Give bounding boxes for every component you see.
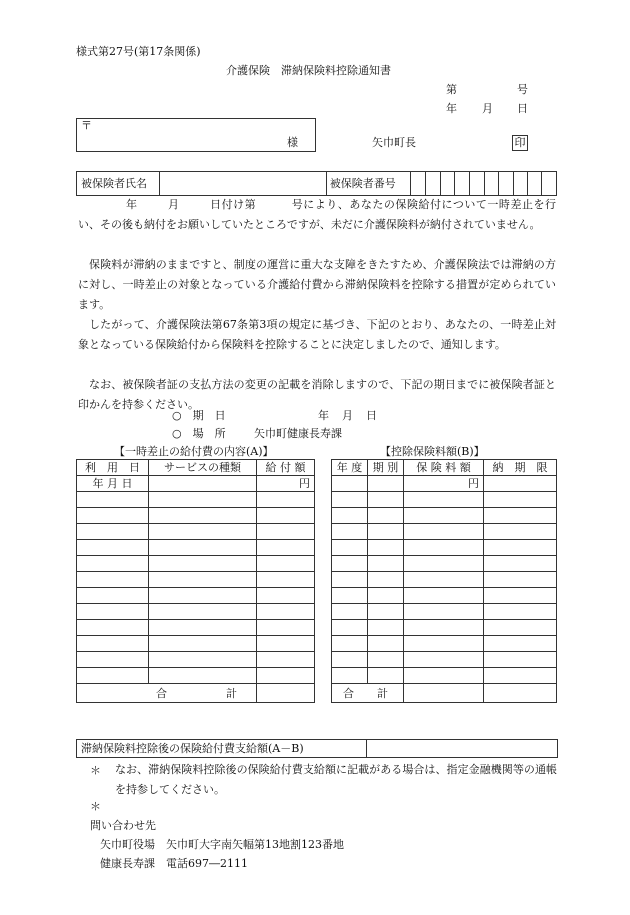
address-box[interactable]: [76, 118, 316, 152]
table-b-cell[interactable]: [484, 572, 557, 588]
table-b-cell[interactable]: [484, 556, 557, 572]
table-b-cell[interactable]: [404, 524, 484, 540]
table-a-cell[interactable]: [77, 620, 149, 636]
table-a-cell[interactable]: [257, 556, 315, 572]
summary-table: [76, 739, 558, 758]
table-b-header: 期 別: [368, 460, 404, 476]
table-b-cell[interactable]: [332, 492, 368, 508]
insured-number-digit[interactable]: [528, 172, 542, 196]
insured-number-digit[interactable]: [455, 172, 469, 196]
table-a-header: 給 付 額: [257, 460, 315, 476]
table-a-cell[interactable]: [257, 540, 315, 556]
table-a-cell[interactable]: [149, 620, 257, 636]
table-a-cell[interactable]: [149, 540, 257, 556]
table-b-cell[interactable]: [404, 604, 484, 620]
table-b-cell[interactable]: [368, 476, 404, 492]
table-a-cell[interactable]: [257, 508, 315, 524]
table-b-cell[interactable]: [484, 636, 557, 652]
table-b-cell[interactable]: [404, 620, 484, 636]
table-b-total-value[interactable]: [404, 684, 484, 703]
table-b-cell[interactable]: [484, 668, 557, 684]
insured-number-digit[interactable]: [411, 172, 426, 196]
form-number: 様式第27号(第17条関係): [76, 45, 201, 58]
schedule-year-label: 年: [318, 409, 329, 422]
document-title: 介護保険 滞納保険料控除通知書: [226, 64, 391, 77]
table-b-cell[interactable]: [332, 476, 368, 492]
table-a-cell[interactable]: [257, 636, 315, 652]
table-b-header: 保 険 料 額: [404, 460, 484, 476]
table-a-cell[interactable]: [77, 604, 149, 620]
table-b-cell[interactable]: [404, 556, 484, 572]
insured-number-digit[interactable]: [499, 172, 513, 196]
table-a-cell[interactable]: [77, 572, 149, 588]
table-b-cell[interactable]: [404, 540, 484, 556]
contact-title: 問い合わせ先: [90, 819, 156, 832]
insured-name-field[interactable]: [160, 172, 327, 196]
table-b-cell[interactable]: [484, 588, 557, 604]
body-paragraph-3: したがって、介護保険法第67条第3項の規定に基づき、下記のとおり、あなたの、一時差止対象となっている保険給付から保険料を控除することに決定しましたので、通知します。: [78, 318, 556, 351]
table-b-cell[interactable]: [404, 508, 484, 524]
note-2-mark: ＊: [90, 800, 101, 813]
table-a-cell[interactable]: [257, 652, 315, 668]
table-b-cell[interactable]: [332, 636, 368, 652]
table-a-cell[interactable]: [149, 652, 257, 668]
table-b-caption: 【控除保険料額(B)】: [380, 445, 485, 458]
table-b-cell[interactable]: [368, 588, 404, 604]
table-a-total-value[interactable]: [257, 684, 315, 703]
body-paragraph-4: なお、被保険者証の支払方法の変更の記載を消除しますので、下記の期日までに被保険者証と印かんを持参ください。: [78, 378, 556, 411]
table-a-cell[interactable]: [149, 604, 257, 620]
schedule-day-label: 日: [366, 409, 377, 422]
table-b-cell[interactable]: [368, 508, 404, 524]
table-b-cell[interactable]: [332, 524, 368, 540]
table-a-date-unit: 年 月 日: [77, 476, 149, 492]
table-b-cell[interactable]: [484, 652, 557, 668]
table-b-cell[interactable]: [332, 508, 368, 524]
insured-number-digit[interactable]: [542, 172, 557, 196]
table-a-cell[interactable]: [149, 476, 257, 492]
table-b-cell[interactable]: [332, 668, 368, 684]
summary-label: 滞納保険料控除後の保険給付費支給額(A－B): [77, 740, 367, 758]
table-b-cell[interactable]: [332, 556, 368, 572]
table-b-cell[interactable]: [404, 572, 484, 588]
table-b-cell[interactable]: [332, 572, 368, 588]
table-b-cell[interactable]: [332, 588, 368, 604]
schedule-place-label: ○ 場 所: [172, 427, 226, 440]
table-b-header: 納 期 限: [484, 460, 557, 476]
table-b-total-label: 合 計: [332, 684, 404, 703]
table-a-cell[interactable]: [257, 620, 315, 636]
honorific-label: 様: [287, 136, 298, 149]
table-b-cell[interactable]: [484, 492, 557, 508]
schedule-date-label: ○ 期 日: [172, 409, 226, 422]
table-b-cell[interactable]: [368, 620, 404, 636]
table-b-cell[interactable]: [368, 556, 404, 572]
table-a-cell[interactable]: [77, 636, 149, 652]
table-a-cell[interactable]: [257, 572, 315, 588]
contact-address: 矢巾町役場 矢巾町大字南矢幅第13地割123番地: [100, 838, 344, 851]
table-a-total-label: 合 計: [77, 684, 257, 703]
table-b-cell[interactable]: [484, 476, 557, 492]
table-b-cell[interactable]: [368, 524, 404, 540]
insured-number-digit[interactable]: [469, 172, 484, 196]
insured-number-label: 被保険者番号: [326, 172, 410, 196]
insured-number-digit[interactable]: [426, 172, 440, 196]
table-a-cell[interactable]: [149, 524, 257, 540]
note-1-text: なお、滞納保険料控除後の保険給付費支給額に記載がある場合は、指定金融機関等の通帳を持参してください。: [115, 763, 557, 796]
table-a-yen-unit: 円: [257, 476, 315, 492]
table-a-cell[interactable]: [149, 572, 257, 588]
table-b-total-deadline[interactable]: [484, 684, 557, 703]
insured-number-digit[interactable]: [440, 172, 454, 196]
table-a-header: サービスの種類: [149, 460, 257, 476]
table-b-yen-unit: 円: [404, 476, 484, 492]
table-b-cell[interactable]: [484, 604, 557, 620]
table-b: [331, 459, 557, 703]
table-b-cell[interactable]: [484, 524, 557, 540]
summary-value[interactable]: [367, 740, 558, 758]
table-b-cell[interactable]: [332, 652, 368, 668]
table-a-cell[interactable]: [257, 604, 315, 620]
table-b-cell[interactable]: [332, 604, 368, 620]
date-year-label: 年: [446, 102, 457, 115]
table-b-cell[interactable]: [404, 668, 484, 684]
table-a-cell[interactable]: [77, 508, 149, 524]
table-a-cell[interactable]: [77, 540, 149, 556]
table-a-cell[interactable]: [257, 668, 315, 684]
table-a-cell[interactable]: [149, 636, 257, 652]
table-a-cell[interactable]: [77, 556, 149, 572]
table-b-cell[interactable]: [404, 636, 484, 652]
table-a-cell[interactable]: [149, 588, 257, 604]
contact-phone: 健康長寿課 電話697―2111: [100, 857, 248, 870]
table-a-cell[interactable]: [149, 668, 257, 684]
body-paragraph-2: 保険料が滞納のままですと、制度の運営に重大な支障をきたすため、介護保険法では滞納の方に対し、一時差止の対象となっている介護給付費から滞納保険料を控除する措置が定められています。: [78, 258, 556, 311]
number-suffix: 号: [517, 83, 528, 96]
table-b-cell[interactable]: [484, 620, 557, 636]
table-a-cell[interactable]: [149, 492, 257, 508]
table-b-cell[interactable]: [368, 652, 404, 668]
note-1-mark: ＊: [90, 764, 101, 777]
table-b-cell[interactable]: [404, 492, 484, 508]
number-prefix: 第: [446, 83, 457, 96]
seal-mark: 印: [512, 135, 528, 151]
table-a-header: 利 用 日: [77, 460, 149, 476]
date-month-label: 月: [482, 102, 493, 115]
table-a-cell[interactable]: [77, 668, 149, 684]
insured-number-digit[interactable]: [513, 172, 527, 196]
postal-mark: 〒: [81, 119, 92, 132]
table-a-cell[interactable]: [257, 492, 315, 508]
table-b-cell[interactable]: [368, 668, 404, 684]
table-a-cell[interactable]: [77, 492, 149, 508]
table-a: [76, 459, 315, 703]
date-day-label: 日: [517, 102, 528, 115]
table-b-cell[interactable]: [368, 572, 404, 588]
table-a-cell[interactable]: [257, 588, 315, 604]
table-a-cell[interactable]: [77, 524, 149, 540]
table-a-cell[interactable]: [77, 652, 149, 668]
issuer-label: 矢巾町長: [372, 136, 416, 149]
table-b-cell[interactable]: [332, 620, 368, 636]
table-b-cell[interactable]: [368, 492, 404, 508]
table-b-cell[interactable]: [484, 508, 557, 524]
table-a-cell[interactable]: [77, 588, 149, 604]
table-b-cell[interactable]: [368, 604, 404, 620]
table-a-cell[interactable]: [149, 556, 257, 572]
schedule-month-label: 月: [342, 409, 353, 422]
schedule-place-value: 矢巾町健康長寿課: [254, 427, 342, 440]
insured-number-digit[interactable]: [484, 172, 498, 196]
body-paragraph-1: 年 月 日付け第 号により、あなたの保険給付について一時差止を行い、その後も納付をお願いしていたところですが、未だに介護保険料が納付されていません。: [78, 198, 557, 231]
table-b-header: 年 度: [332, 460, 368, 476]
table-b-cell[interactable]: [368, 636, 404, 652]
table-a-caption: 【一時差止の給付費の内容(A)】: [114, 445, 274, 458]
table-b-cell[interactable]: [332, 540, 368, 556]
table-b-cell[interactable]: [404, 652, 484, 668]
insured-name-label: 被保険者氏名: [77, 172, 160, 196]
table-b-cell[interactable]: [484, 540, 557, 556]
insured-info-table: [76, 171, 557, 196]
table-a-cell[interactable]: [257, 524, 315, 540]
table-a-cell[interactable]: [149, 508, 257, 524]
table-b-cell[interactable]: [368, 540, 404, 556]
table-b-cell[interactable]: [404, 588, 484, 604]
